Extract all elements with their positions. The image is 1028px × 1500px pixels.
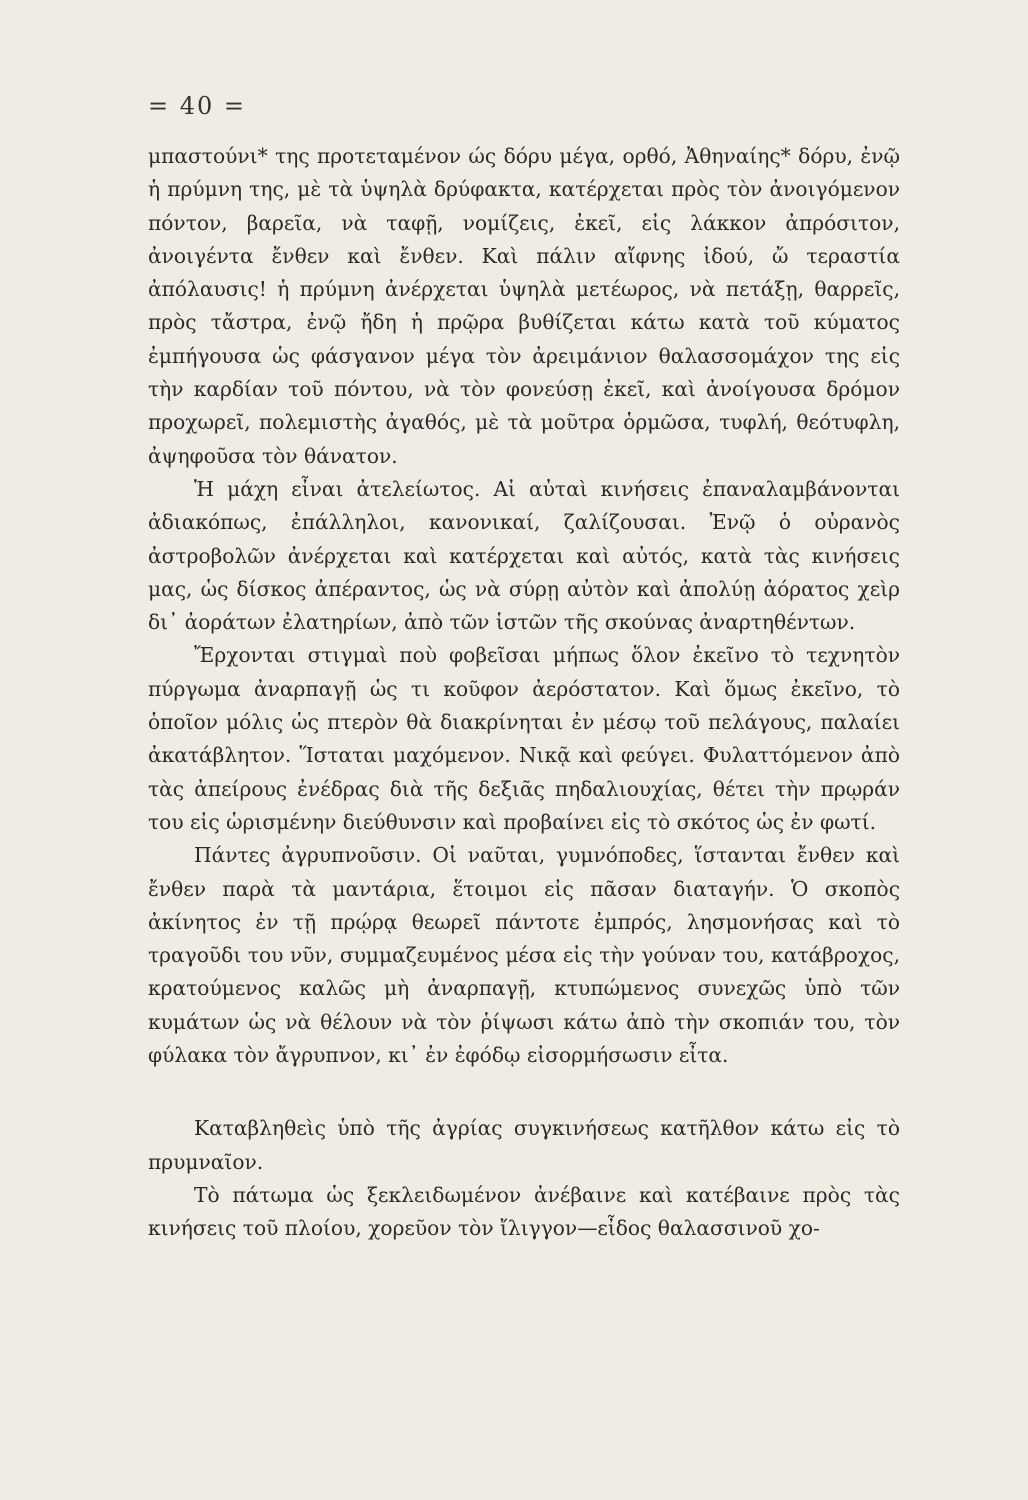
page-number: = 40 = [148, 92, 247, 120]
paragraph: Ἡ μάχη εἶναι ἀτελείωτος. Αἱ αὐταὶ κινήσεις ἐπαναλαμβάνονται ἀδιακόπως, ἐπάλληλοι, κανονικαί, ζαλίζουσαι. Ἐνῷ ὁ οὐρανὸς ἀστροβολῶν ἀνέρχεται καὶ κατέρχεται καὶ αὐτός, κατὰ τὰς κινήσεις μας, ὡς δίσκος ἀπέραντος, ὡς νὰ σύρῃ αὐτὸν καὶ ἀπολύῃ ἀόρατος χεὶρ δι᾽ ἀοράτων ἐλατηρίων, ἀπὸ τῶν ἱστῶν τῆς σκούνας ἀναρτηθέντων. [148, 476, 900, 635]
paragraph: Ἔρχονται στιγμαὶ ποὺ φοβεῖσαι μήπως ὅλον ἐκεῖνο τὸ τεχνητὸν πύργωμα ἀναρπαγῇ ὡς τι κοῦφον ἀερόστατον. Καὶ ὅμως ἐκεῖνο, τὸ ὁποῖον μόλις ὡς πτερὸν θὰ διακρίνηται ἐν μέσῳ τοῦ πελάγους, παλαίει ἀκατάβλητον. Ἵσταται μαχόμενον. Νικᾷ καὶ φεύγει. Φυλαττόμενον ἀπὸ τὰς ἀπείρους ἐνέδρας διὰ τῆς δεξιᾶς πηδαλιουχίας, θέτει τὴν πρῳράν του εἰς ὡρισμένην διεύθυνσιν καὶ προβαίνει εἰς τὸ σκότος ὡς ἐν φωτί. [148, 643, 900, 834]
paragraph: Τὸ πάτωμα ὡς ξεκλειδωμένον ἀνέβαινε καὶ κατέβαινε πρὸς τὰς κινήσεις τοῦ πλοίου, χορεῦον τὸν ἴλιγγον—εἶδος θαλασσινοῦ χο- [148, 1182, 900, 1241]
body-text [148, 140, 900, 1246]
paragraph: Καταβληθεὶς ὑπὸ τῆς ἀγρίας συγκινήσεως κατῆλθον κάτω εἰς τὸ πρυμναῖον. [148, 1116, 900, 1174]
section-gap [148, 1072, 900, 1112]
paragraph: Πάντες ἀγρυπνοῦσιν. Οἱ ναῦται, γυμνόποδες, ἵστανται ἔνθεν καὶ ἔνθεν παρὰ τὰ μαντάρια, ἕτοιμοι εἰς πᾶσαν διαταγήν. Ὁ σκοπὸς ἀκίνητος ἐν τῇ πρῴρᾳ θεωρεῖ πάντοτε ἐμπρός, λησμονήσας καὶ τὸ τραγοῦδι του νῦν, συμμαζευμένος μέσα εἰς τὴν γούναν του, κατάβροχος, κρατούμενος καλῶς μὴ ἀναρπαγῇ, κτυπώμενος συνεχῶς ὑπὸ τῶν κυμάτων ὡς νὰ θέλουν νὰ τὸν ῥίψωσι κάτω ἀπὸ τὴν σκοπιάν του, τὸν φύλακα τὸν ἄγρυπνον, κι᾽ ἐν ἐφόδῳ εἰσορμήσωσιν εἶτα. [148, 843, 900, 1068]
paragraph: μπαστούνι* της προτεταμένον ώς δόρυ μέγα, ορθό, Ἀθηναίης* δόρυ, ἐνῷ ἡ πρύμνη της, μὲ τὰ ὑψηλὰ δρύφακτα, κατέρχεται πρὸς τὸν ἀνοιγόμενον πόντον, βαρεῖα, νὰ ταφῇ, νομίζεις, ἐκεῖ, εἰς λάκκον ἀπρόσιτον, ἀνοιγέντα ἔνθεν καὶ ἔνθεν. Καὶ πάλιν αἴφνης ἰδού, ὤ τεραστία ἀπόλαυσις! ἡ πρύμνη ἀνέρχεται ὑψηλὰ μετέωρος, νὰ πετάξῃ, θαρρεῖς, πρὸς τἄστρα, ἐνῷ ἤδη ἡ πρῷρα βυθίζεται κάτω κατὰ τοῦ κύματος ἐμπήγουσα ὡς φάσγανον μέγα τὸν ἀρειμάνιον θαλασσομάχον της εἰς τὴν καρδίαν τοῦ πόντου, νὰ τὸν φονεύσῃ ἐκεῖ, καὶ ἀνοίγουσα δρόμον προχωρεῖ, πολεμιστὴς ἀγαθός, μὲ τὰ μοῦτρα ὁρμῶσα, τυφλή, θεότυφλη, ἀψηφοῦσα τὸν θάνατον. [148, 144, 900, 468]
